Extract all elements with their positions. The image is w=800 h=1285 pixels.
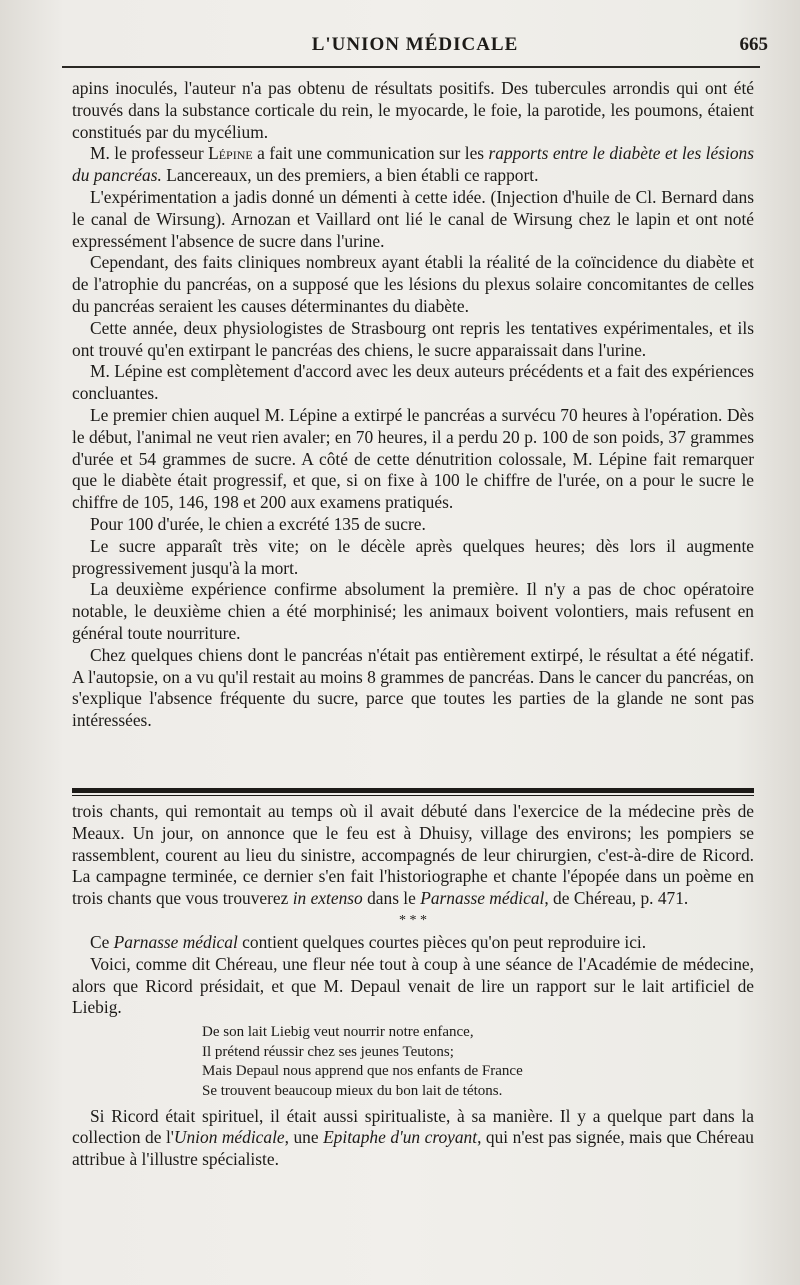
page-number: 665 xyxy=(739,34,768,55)
paragraph: M. Lépine est complètement d'accord avec les deux auteurs précédents et a fait des expériences concluantes. xyxy=(72,361,754,404)
text-run: dans le xyxy=(362,888,421,909)
poem xyxy=(202,1023,754,1101)
text-run: Si Ricord était spirituel, il était aussi spiritualiste, à sa manière. Il y a quelque part dans la collection de l' xyxy=(72,1105,754,1148)
poem-line: De son lait Liebig veut nourrir notre enfance, xyxy=(202,1024,474,1041)
paragraph xyxy=(72,1106,754,1171)
author-name: Lépine xyxy=(208,143,253,164)
book-title: Parnasse médical xyxy=(420,888,545,909)
italic-text: Epitaphe d'un croyant xyxy=(323,1127,478,1148)
text-run: , qui n'est pas signée, mais que Chéreau attribue à l'illustre spécialiste. xyxy=(72,1127,755,1170)
italic-text: in extenso xyxy=(292,888,363,909)
text-run: , de Chéreau, p. 471. xyxy=(544,888,689,909)
running-head xyxy=(60,34,770,64)
paragraph: apins inoculés, l'auteur n'a pas obtenu de résultats positifs. Des tubercules arrondis qui ont été trouvés dans la substance corticale du rein, le myocarde, le foie, la parotide, les poumons, étaient constitués par du mycélium. xyxy=(72,78,754,142)
text-run: Lancereaux, un des premiers, a bien établi ce rapport. xyxy=(161,165,539,186)
italic-text: rapports entre le diabète et les lésions du pancréas. xyxy=(72,143,754,186)
text-run: , une xyxy=(284,1127,324,1148)
text-run: contient quelques courtes pièces qu'on peut reproduire ici. xyxy=(237,931,647,952)
book-title: Parnasse médical xyxy=(113,931,238,952)
text-run: M. le professeur xyxy=(90,143,209,164)
feuilleton-separator xyxy=(72,788,754,793)
asterism: * * * xyxy=(399,912,427,928)
paragraph: Le premier chien auquel M. Lépine a extirpé le pancréas a survécu 70 heures à l'opération. Dès le début, l'animal ne veut rien avaler; en 70 heures, il a perdu 20 p. 100 de son poids, 37 grammes d'urée et 54 grammes de sucre. A côté de cette dénutrition colossale, M. Lépine fait remarquer que le diabète était progressif, et que, si on fixe à 100 le chiffre de l'urée, on a pour le sucre le chiffre de 105, 146, 198 et 200 aux examens pratiqués. xyxy=(72,404,754,513)
text-run: Ce xyxy=(90,931,114,952)
header-rule xyxy=(62,66,760,68)
poem-line: Il prétend réussir chez ses jeunes Teutons; xyxy=(202,1043,454,1060)
feuilleton xyxy=(72,801,754,1171)
upper-article xyxy=(72,78,754,732)
journal-name: Union médicale xyxy=(173,1127,285,1148)
paragraph: La deuxième expérience confirme absolument la première. Il n'y a pas de choc opératoire notable, le deuxième chien a été morphinisé; les animaux boivent volontiers, mais refusent en général toute nourriture. xyxy=(72,579,754,643)
paragraph: Chez quelques chiens dont le pancréas n'était pas entièrement extirpé, le résultat a été négatif. A l'autopsie, on a vu qu'il restait au moins 8 grammes de pancréas. Dans le cancer du pancréas, on s'explique l'absence fréquente du sucre, parce que toutes les parties de la glande ne sont pas intéressées. xyxy=(72,644,754,731)
paragraph xyxy=(72,801,754,910)
paragraph: Voici, comme dit Chéreau, une fleur née tout à coup à une séance de l'Académie de médecine, alors que Ricord présidait, et que M. Depaul venait de lire un rapport sur le lait artificiel de Liebig. xyxy=(72,953,754,1018)
paragraph xyxy=(72,932,754,954)
paragraph: Pour 100 d'urée, le chien a excrété 135 de sucre. xyxy=(90,513,426,534)
text-run: a fait une communication sur les xyxy=(252,143,489,164)
paragraph: L'expérimentation a jadis donné un démenti à cette idée. (Injection d'huile de Cl. Bernard dans le canal de Wirsung). Arnozan et Vaillard ont lié le canal de Wirsung chez le lapin et ont noté expressément l'absence de sucre dans l'urine. xyxy=(72,186,754,251)
poem-line: Se trouvent beaucoup mieux du bon lait de tétons. xyxy=(202,1082,503,1099)
paragraph: Le sucre apparaît très vite; on le décèle après quelques heures; dès lors il augmente progressivement jusqu'à la mort. xyxy=(72,535,754,578)
text-run: trois chants, qui remontait au temps où il avait débuté dans l'exercice de la médecine près de Meaux. Un jour, on annonce que le feu est à Dhuisy, village des environs; les pompiers se rassemblent, courent au lieu du sinistre, accompagnés de leur chirurgien, c'est-à-dire de Ricord. La campagne terminée, ce dernier s'en fait l'historiographe et chante l'épopée dans un poème en trois chants que vous trouverez xyxy=(72,801,754,909)
paragraph: Cette année, deux physiologistes de Strasbourg ont repris les tentatives expérimentales, et ils ont trouvé qu'en extirpant le pancréas des chiens, le sucre apparaissait dans l'urine. xyxy=(72,317,754,360)
paragraph xyxy=(72,143,754,187)
poem-line: Mais Depaul nous apprend que nos enfants de France xyxy=(202,1063,523,1080)
paragraph: Cependant, des faits cliniques nombreux ayant établi la réalité de la coïncidence du diabète et de l'atrophie du pancréas, on a supposé que les lésions du plexus solaire concomitantes de celles du pancréas seraient les causes déterminantes du diabète. xyxy=(72,252,754,316)
journal-title: L'UNION MÉDICALE xyxy=(311,34,519,55)
